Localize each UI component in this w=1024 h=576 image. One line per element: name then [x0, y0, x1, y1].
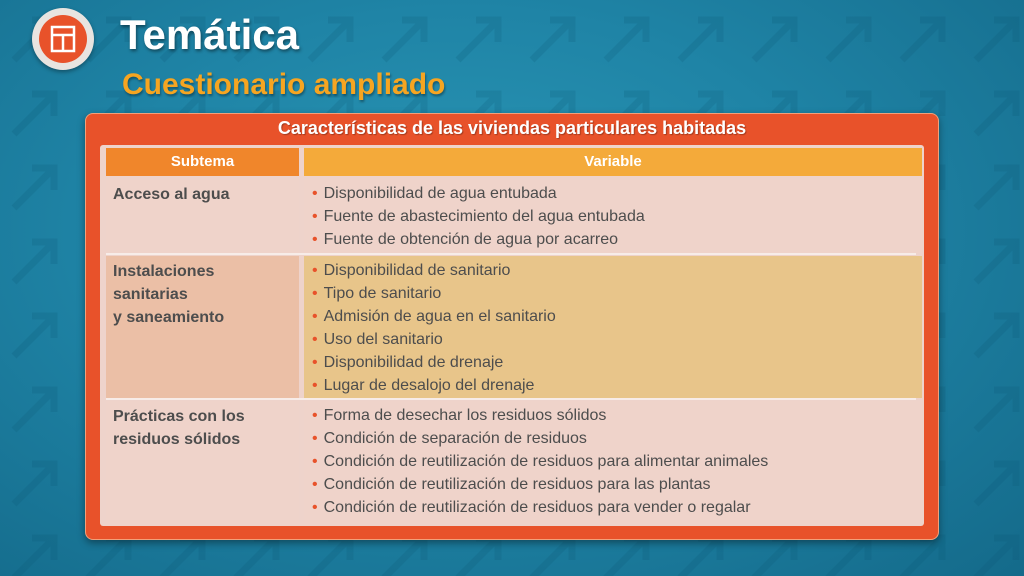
column-header-subtema: Subtema — [106, 148, 299, 176]
variable-list — [312, 404, 922, 519]
table-row — [106, 179, 916, 253]
variable-cell — [304, 256, 922, 398]
list-item: • Fuente de obtención de agua por acarreo — [312, 231, 619, 248]
list-item: • Disponibilidad de sanitario — [312, 262, 511, 279]
page-subtitle: Cuestionario ampliado — [122, 68, 446, 101]
row-divider — [106, 398, 916, 400]
subtema-cell — [106, 401, 299, 523]
list-item: • Disponibilidad de drenaje — [312, 354, 504, 371]
subtema-label-line: y saneamiento — [113, 309, 225, 326]
subtema-label: Acceso al agua — [113, 186, 230, 203]
list-item: • Disponibilidad de agua entubada — [312, 185, 557, 202]
subtema-label-line: sanitarias — [113, 286, 188, 303]
list-item: • Lugar de desalojo del drenaje — [312, 377, 535, 394]
content-panel — [85, 113, 939, 540]
list-item: • Condición de reutilización de residuos para vender o regalar — [312, 499, 751, 516]
subtema-label-line: Instalaciones — [113, 263, 215, 280]
topics-table — [100, 145, 924, 526]
subtema-label-line: residuos sólidos — [113, 431, 241, 448]
window-grid-icon — [39, 15, 87, 63]
table-row — [106, 256, 916, 398]
page-title: Temática — [120, 11, 299, 58]
subtema-label-line: Prácticas con los — [113, 408, 245, 425]
list-item: • Fuente de abastecimiento del agua entubada — [312, 208, 645, 225]
list-item: • Condición de separación de residuos — [312, 430, 587, 447]
list-item: • Uso del sanitario — [312, 331, 443, 348]
list-item: • Admisión de agua en el sanitario — [312, 308, 556, 325]
variable-list — [312, 182, 922, 251]
variable-cell — [304, 179, 922, 253]
row-divider — [106, 253, 916, 255]
list-item: • Forma de desechar los residuos sólidos — [312, 407, 607, 424]
variable-cell — [304, 401, 922, 523]
panel-title: Características de las viviendas particulares habitadas — [277, 118, 747, 138]
variable-list — [312, 259, 922, 397]
logo — [32, 8, 94, 70]
subtema-cell — [106, 179, 299, 253]
table-header — [106, 148, 916, 176]
list-item: • Tipo de sanitario — [312, 285, 442, 302]
table-row — [106, 401, 916, 523]
subtema-cell — [106, 256, 299, 398]
list-item: • Condición de reutilización de residuos para alimentar animales — [312, 453, 769, 470]
column-header-variable: Variable — [304, 148, 922, 176]
list-item: • Condición de reutilización de residuos para las plantas — [312, 476, 711, 493]
